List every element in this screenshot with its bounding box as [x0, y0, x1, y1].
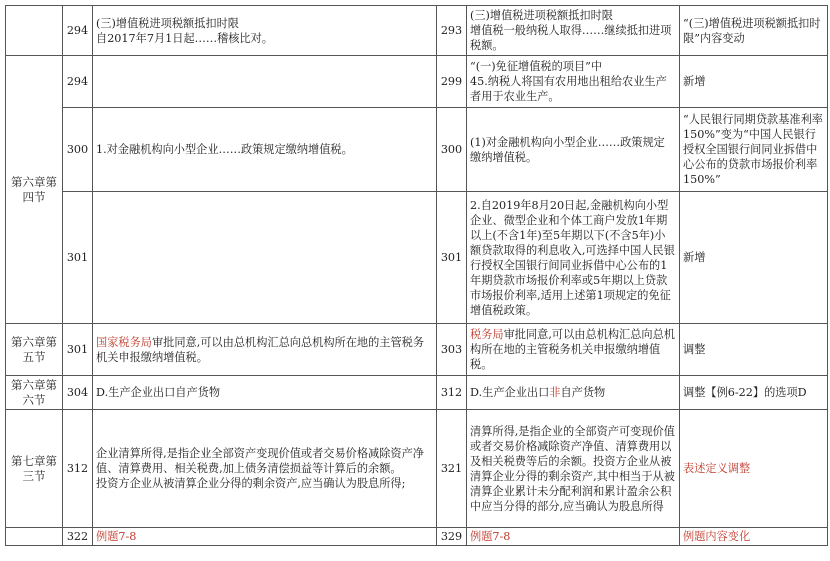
old-page-cell: 312	[63, 410, 93, 528]
highlight-text: 非	[549, 386, 561, 399]
new-page-cell: 321	[437, 410, 467, 528]
section-cell: 第六章第五节	[6, 324, 63, 376]
body-text: 审批同意,可以由总机构汇总向总机构所在地的主管税务机关申报缴纳增值税。	[96, 335, 425, 364]
new-text-cell	[467, 376, 680, 410]
old-page-cell: 294	[63, 56, 93, 108]
old-page-cell: 294	[63, 6, 93, 56]
old-text-cell	[93, 192, 437, 324]
note-cell: “(三)增值税进项税额抵扣时限”内容变动	[680, 6, 828, 56]
new-page-cell: 301	[437, 192, 467, 324]
table-row	[6, 410, 828, 528]
table-row	[6, 324, 828, 376]
old-page-cell: 301	[63, 192, 93, 324]
body-text: 审批同意,可以由总机构汇总向总机构所在地的主管税务机关申报缴纳增值税。	[470, 328, 675, 371]
old-page-cell: 301	[63, 324, 93, 376]
table-row	[6, 192, 828, 324]
old-text-cell	[93, 56, 437, 108]
new-text-cell: 清算所得,是指企业的全部资产可变现价值或者交易价格减除资产净值、清算费用以及相关税费等后的余额。投资方企业从被清算企业分得的剩余资产,其中相当于从被清算企业累计未分配利润和累计盈余公积中应当分得的部分,应当确认为股息所得	[467, 410, 680, 528]
old-text-cell	[93, 324, 437, 376]
new-page-cell: 300	[437, 108, 467, 192]
note-cell: 表述定义调整	[680, 410, 828, 528]
section-cell: 第七章第三节	[6, 410, 63, 528]
comparison-table	[5, 5, 828, 546]
table-row	[6, 528, 828, 546]
section-cell: 第六章第四节	[6, 56, 63, 324]
body-text: D.生产企业出口	[470, 386, 550, 399]
new-page-cell: 329	[437, 528, 467, 546]
table-row	[6, 56, 828, 108]
section-cell: 第六章第六节	[6, 376, 63, 410]
new-text-cell: (1)对金融机构向小型企业……政策规定缴纳增值税。	[467, 108, 680, 192]
old-text-cell: (三)增值税进项税额抵扣时限 自2017年7月1日起……稽核比对。	[93, 6, 437, 56]
table-row	[6, 108, 828, 192]
highlight-text: 税务局	[470, 328, 504, 341]
section-cell	[6, 528, 63, 546]
old-page-cell: 322	[63, 528, 93, 546]
note-cell: 新增	[680, 192, 828, 324]
new-page-cell: 312	[437, 376, 467, 410]
note-cell: 调整【例6-22】的选项D	[680, 376, 828, 410]
old-text-cell: 例题7-8	[93, 528, 437, 546]
old-text-cell: 企业清算所得,是指企业全部资产变现价值或者交易价格减除资产净值、清算费用、相关税费,加上债务清偿损益等计算后的余额。 投资方企业从被清算企业分得的剩余资产,应当确认为股息所得;	[93, 410, 437, 528]
table-row	[6, 6, 828, 56]
highlight-text: 国家税务局	[96, 335, 152, 349]
new-text-cell: (三)增值税进项税额抵扣时限 增值税一般纳税人取得……继续抵扣进项税额。	[467, 6, 680, 56]
old-text-cell: D.生产企业出口自产货物	[93, 376, 437, 410]
new-text-cell: “(一)免征增值税的项目”中 45.纳税人将国有农用地出租给农业生产者用于农业生产。	[467, 56, 680, 108]
new-page-cell: 293	[437, 6, 467, 56]
old-page-cell: 300	[63, 108, 93, 192]
note-cell: 调整	[680, 324, 828, 376]
section-cell	[6, 6, 63, 56]
old-page-cell: 304	[63, 376, 93, 410]
new-text-cell: 例题7-8	[467, 528, 680, 546]
new-text-cell	[467, 324, 680, 376]
note-cell: 新增	[680, 56, 828, 108]
new-text-cell: 2.自2019年8月20日起,金融机构向小型企业、微型企业和个体工商户发放1年期以上(不含1年)至5年期以下(不含5年)小额贷款取得的利息收入,可选择中国人民银行授权全国银行间同业拆借中心公布的1年期贷款市场报价利率或5年期以上贷款市场报价利率,适用上述第1项规定的免征增值税政策。	[467, 192, 680, 324]
body-text: 自产货物	[560, 386, 606, 399]
old-text-cell: 1.对金融机构向小型企业……政策规定缴纳增值税。	[93, 108, 437, 192]
table-row	[6, 376, 828, 410]
new-page-cell: 299	[437, 56, 467, 108]
note-cell: “人民银行同期贷款基准利率150%”变为“中国人民银行授权全国银行间同业拆借中心公布的贷款市场报价利率150%”	[680, 108, 828, 192]
note-cell: 例题内容变化	[680, 528, 828, 546]
new-page-cell: 303	[437, 324, 467, 376]
